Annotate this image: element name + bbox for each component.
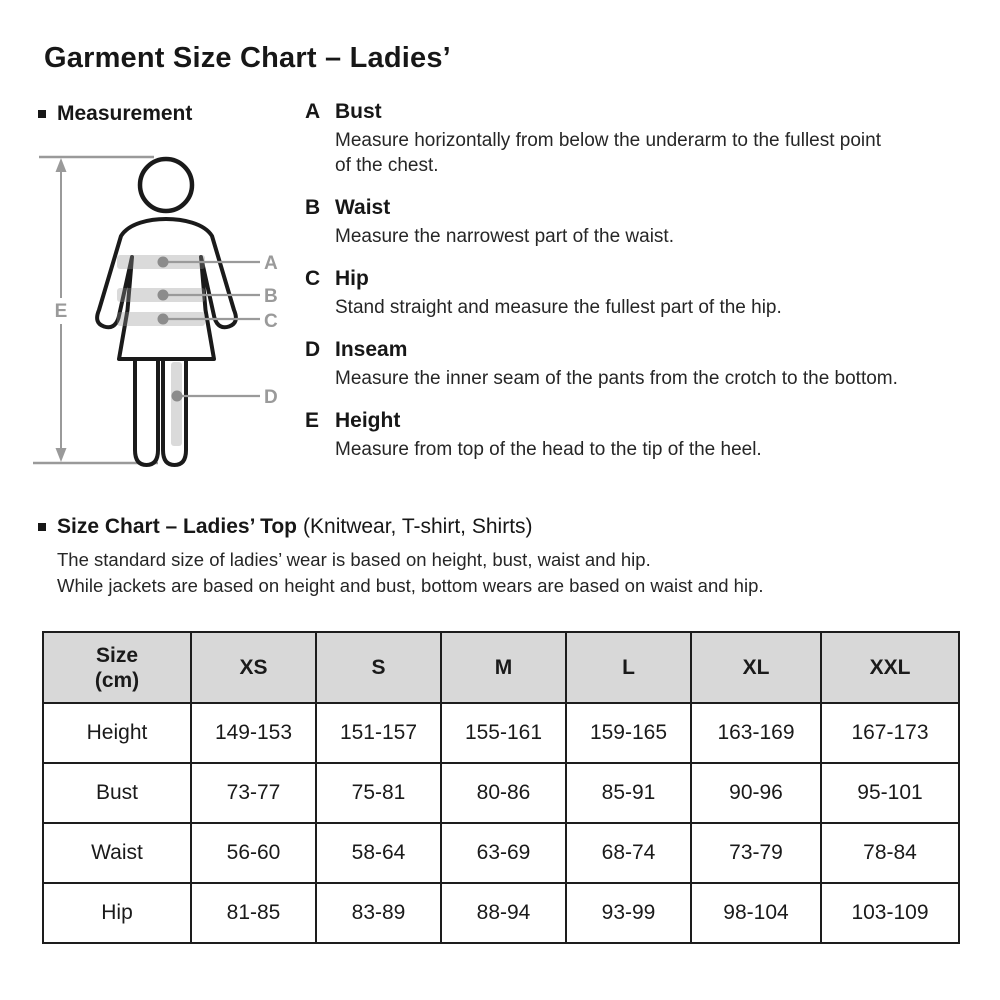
size-table — [42, 631, 960, 944]
table-cell: 93-99 — [566, 883, 691, 943]
table-cell: 163-169 — [691, 703, 821, 763]
table-cell: 83-89 — [316, 883, 441, 943]
bust-dot — [158, 257, 169, 268]
arrow-down-icon — [56, 448, 67, 462]
definition-inseam — [305, 338, 965, 391]
table-cell: 56-60 — [191, 823, 316, 883]
figure-head — [140, 159, 192, 211]
inseam-band — [171, 362, 182, 446]
size-chart-heading-bold: Size Chart – Ladies’ Top — [57, 515, 298, 538]
hip-dot — [158, 314, 169, 325]
row-label: Hip — [43, 883, 191, 943]
definition-waist — [305, 196, 965, 249]
column-header-xl: XL — [691, 632, 821, 703]
corner-header-cell: Size (cm) — [43, 632, 191, 703]
row-label: Waist — [43, 823, 191, 883]
size-chart-heading-regular: (Knitwear, T-shirt, Shirts) — [303, 515, 533, 538]
table-cell: 149-153 — [191, 703, 316, 763]
table-cell: 151-157 — [316, 703, 441, 763]
measurement-section-heading — [38, 102, 192, 126]
definition-description: Stand straight and measure the fullest part of the hip. — [335, 297, 782, 318]
column-header-m: M — [441, 632, 566, 703]
table-cell: 90-96 — [691, 763, 821, 823]
definition-letter: B — [305, 196, 321, 219]
definition-term: Height — [335, 409, 401, 432]
table-cell: 85-91 — [566, 763, 691, 823]
page-title: Garment Size Chart – Ladies’ — [44, 42, 451, 74]
table-cell: 159-165 — [566, 703, 691, 763]
definition-term: Bust — [335, 100, 382, 123]
table-row — [43, 703, 959, 763]
table-row — [43, 763, 959, 823]
bullet-square-icon — [38, 110, 46, 118]
measurement-heading-label: Measurement — [57, 102, 193, 125]
size-chart-intro — [57, 547, 764, 599]
definition-term: Waist — [335, 196, 391, 219]
figure-label-c: C — [264, 311, 278, 332]
row-label: Bust — [43, 763, 191, 823]
table-cell: 155-161 — [441, 703, 566, 763]
table-cell: 81-85 — [191, 883, 316, 943]
definition-height — [305, 409, 965, 462]
arrow-up-icon — [56, 158, 67, 172]
table-cell: 73-79 — [691, 823, 821, 883]
table-header-row — [43, 632, 959, 703]
table-cell: 80-86 — [441, 763, 566, 823]
column-header-l: L — [566, 632, 691, 703]
size-chart-section-heading — [38, 515, 533, 539]
figure-label-e: E — [54, 301, 68, 322]
row-label: Height — [43, 703, 191, 763]
table-cell: 167-173 — [821, 703, 959, 763]
definition-description: Measure the inner seam of the pants from the crotch to the bottom. — [335, 368, 898, 389]
table-cell: 75-81 — [316, 763, 441, 823]
measurement-figure-diagram — [30, 140, 310, 490]
inseam-dot — [172, 391, 183, 402]
definition-letter: A — [305, 100, 321, 123]
definition-term: Inseam — [335, 338, 408, 361]
table-cell: 95-101 — [821, 763, 959, 823]
figure-label-d: D — [264, 387, 278, 408]
column-header-s: S — [316, 632, 441, 703]
measurement-definitions — [305, 100, 965, 480]
definition-term: Hip — [335, 267, 369, 290]
definition-letter: E — [305, 409, 320, 432]
definition-letter: D — [305, 338, 321, 361]
table-cell: 58-64 — [316, 823, 441, 883]
definition-description: Measure the narrowest part of the waist. — [335, 226, 674, 247]
table-cell: 68-74 — [566, 823, 691, 883]
table-cell: 103-109 — [821, 883, 959, 943]
table-row — [43, 883, 959, 943]
intro-line: While jackets are based on height and bust, bottom wears are based on waist and hip. — [57, 575, 764, 596]
column-header-xs: XS — [191, 632, 316, 703]
figure-label-a: A — [264, 253, 278, 274]
definition-description: Measure from top of the head to the tip of the heel. — [335, 439, 762, 460]
waist-dot — [158, 290, 169, 301]
definition-letter: C — [305, 267, 321, 290]
table-cell: 88-94 — [441, 883, 566, 943]
table-cell: 78-84 — [821, 823, 959, 883]
table-row — [43, 823, 959, 883]
definition-bust — [305, 100, 965, 178]
figure-label-b: B — [264, 286, 278, 307]
table-cell: 73-77 — [191, 763, 316, 823]
column-header-xxl: XXL — [821, 632, 959, 703]
definition-hip — [305, 267, 965, 320]
definition-description: Measure horizontally from below the underarm to the fullest point of the chest. — [335, 130, 881, 176]
size-table-container — [42, 631, 960, 944]
bullet-square-icon — [38, 523, 46, 531]
intro-line: The standard size of ladies’ wear is based on height, bust, waist and hip. — [57, 549, 651, 570]
table-cell: 63-69 — [441, 823, 566, 883]
figure-left-leg — [135, 345, 158, 465]
table-cell: 98-104 — [691, 883, 821, 943]
